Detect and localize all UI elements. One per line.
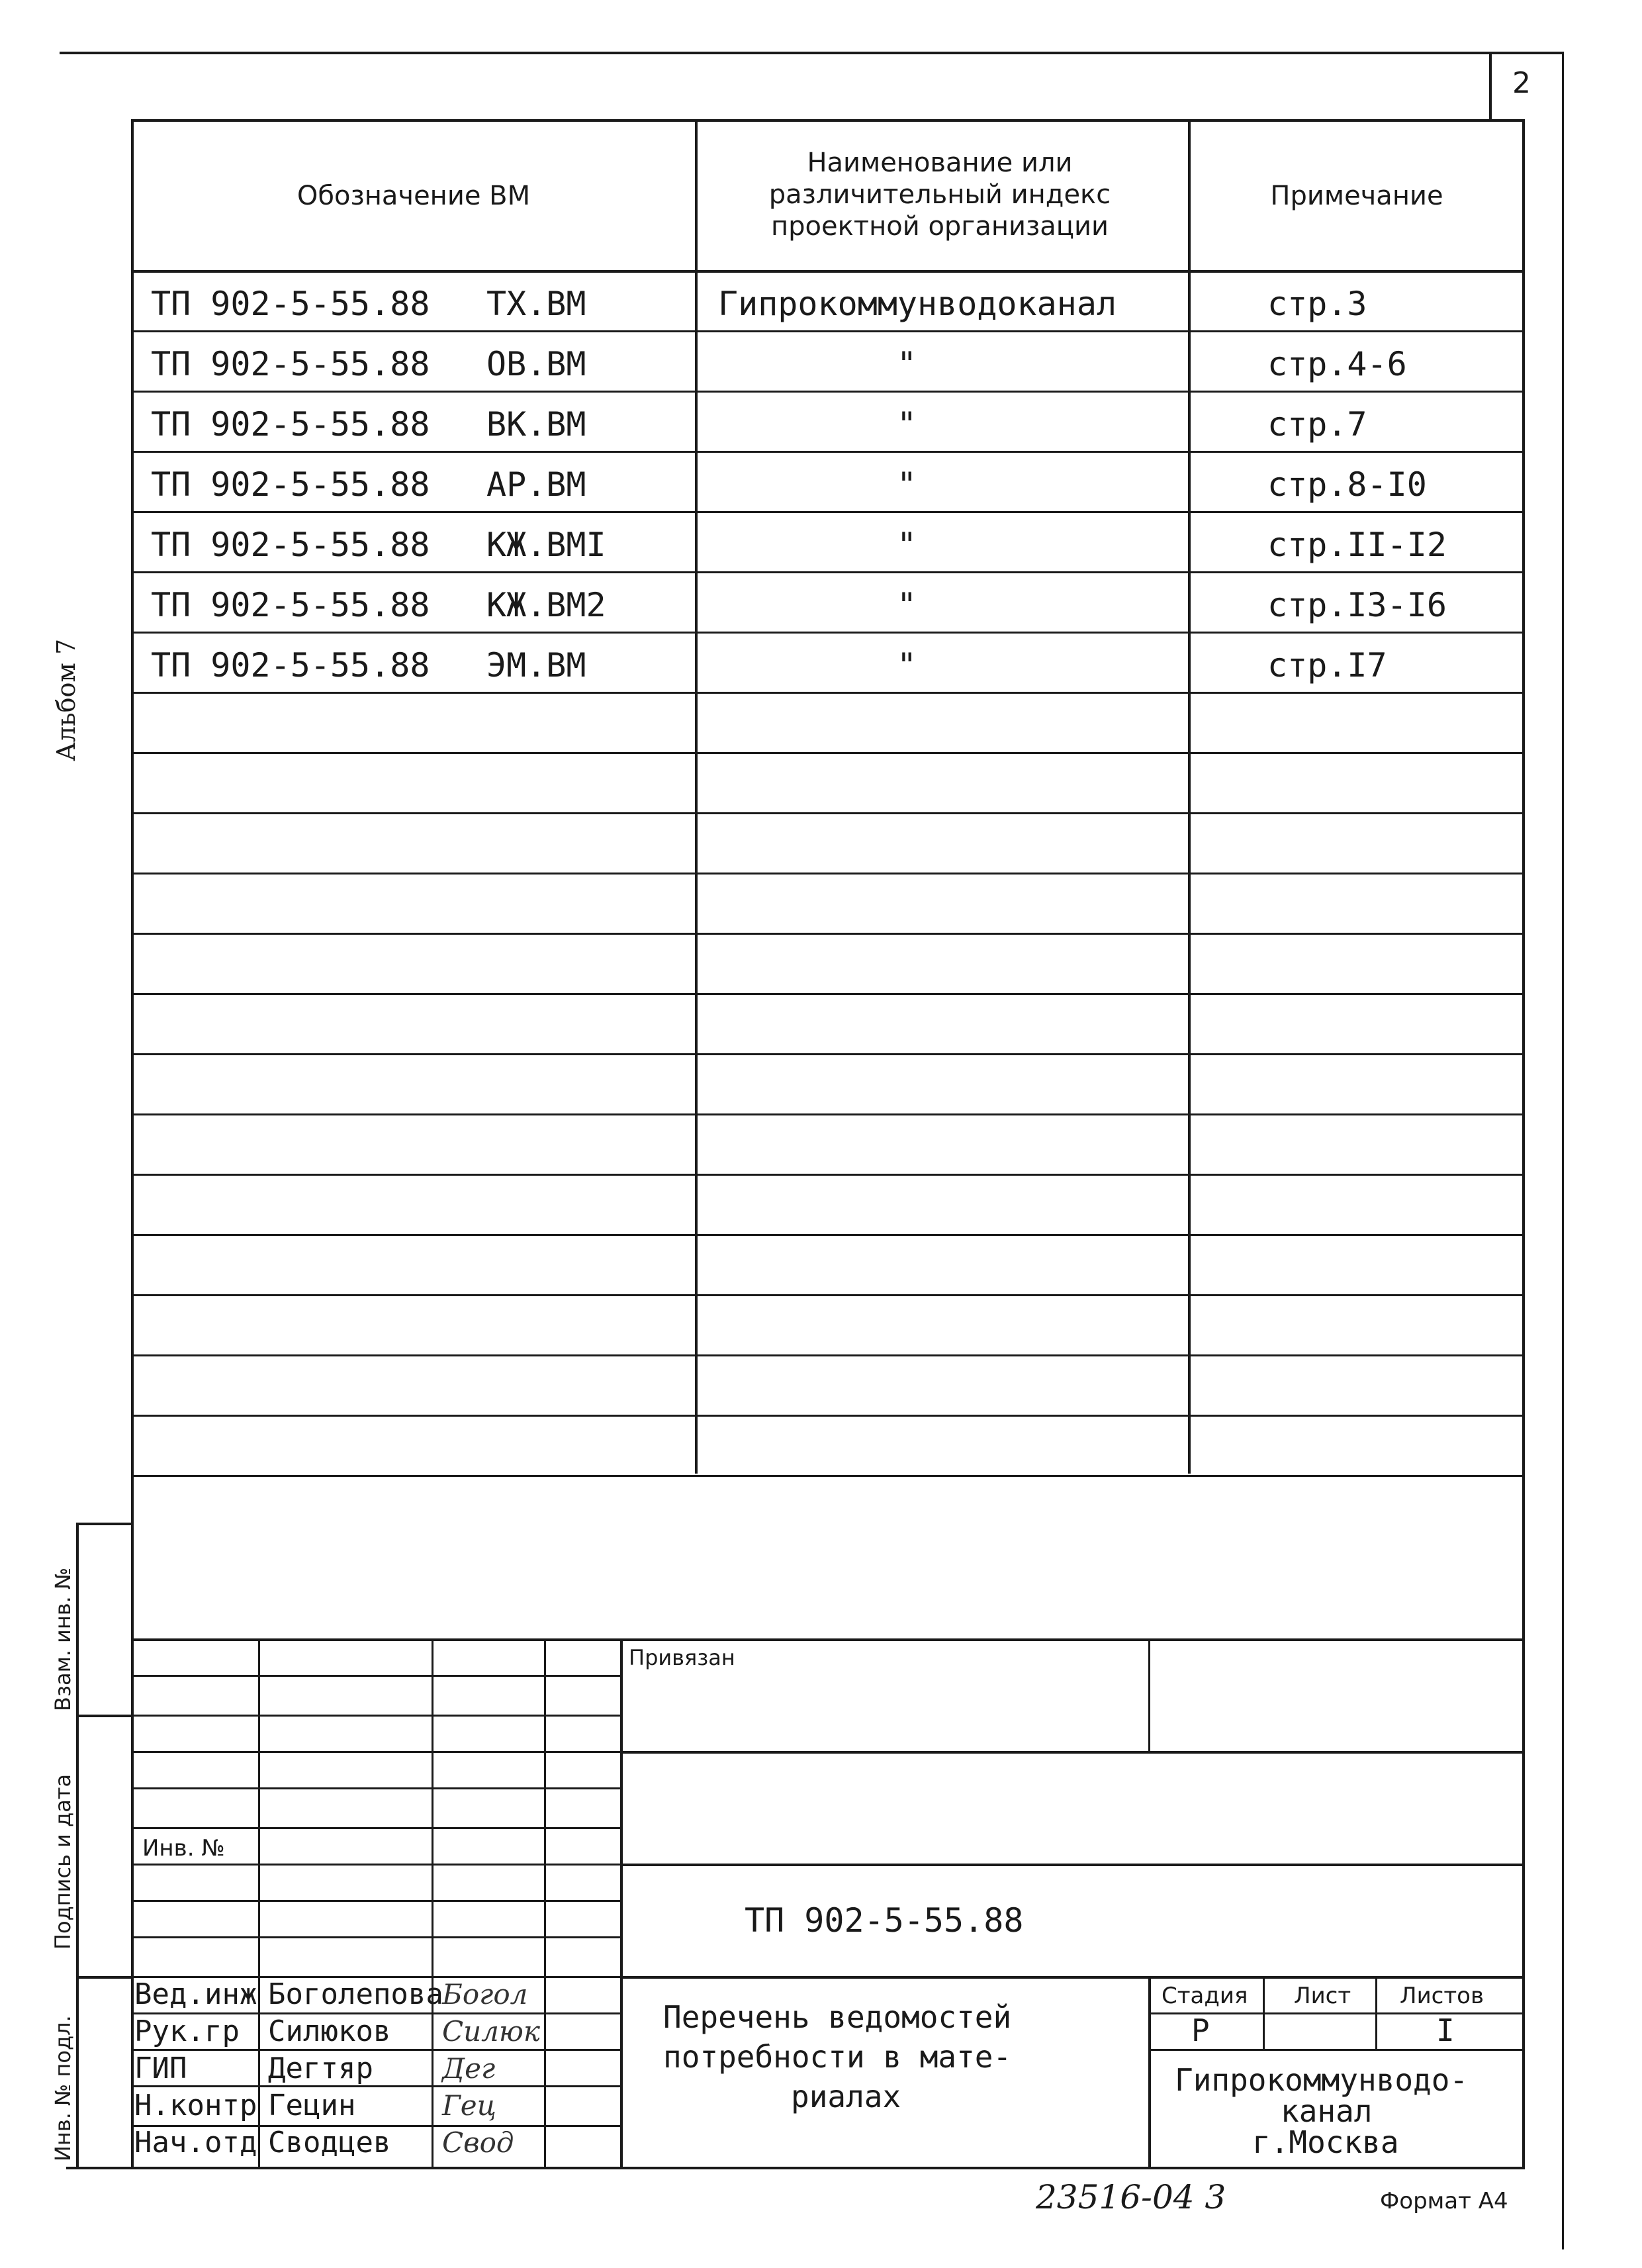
table-row-line — [131, 391, 1525, 393]
table-header-bottom — [131, 270, 1525, 273]
org-line-2: канал — [1281, 2093, 1373, 2129]
header-designation: Обозначение ВМ — [296, 181, 531, 211]
title-block-row-line — [131, 1864, 620, 1866]
tb-stage-v1 — [1263, 1976, 1265, 2049]
title-block-row-line — [131, 1827, 620, 1829]
privyazan-divider — [1148, 1638, 1150, 1751]
table-row-line — [131, 1234, 1525, 1236]
table-row-line — [131, 1174, 1525, 1176]
tb-stage-v2 — [1375, 1976, 1377, 2049]
tb-right-h2 — [620, 1864, 1525, 1866]
title-block-row-line — [131, 1751, 620, 1753]
doc-title-1: Перечень ведомостей — [663, 1999, 1012, 2035]
sheet-label: Лист — [1294, 1983, 1351, 2009]
tb-stage-h2 — [1148, 2049, 1525, 2051]
row-code: ТП 902-5-55.88 — [151, 465, 430, 504]
row-name: " — [897, 586, 917, 624]
tb-v2 — [432, 1638, 433, 2168]
table-row-line — [131, 1475, 1525, 1477]
row-note: стр.II-I2 — [1267, 526, 1447, 564]
row-suffix: КЖ.ВМ2 — [486, 586, 606, 624]
stage-label: Стадия — [1162, 1983, 1248, 2009]
table-row-line — [131, 993, 1525, 995]
table-row-line — [131, 1354, 1525, 1356]
sheet-number: 2 — [1512, 66, 1531, 100]
tb-v1 — [258, 1638, 260, 2168]
org-line-1: Гипрокоммунводо- — [1175, 2062, 1469, 2098]
row-suffix: АР.ВМ — [486, 465, 586, 504]
org-line-3: г.Москва — [1252, 2124, 1399, 2160]
row-suffix: ВК.ВМ — [486, 405, 586, 444]
signature-mark: Гец — [442, 2089, 496, 2122]
table-row-line — [131, 1053, 1525, 1055]
row-code: ТП 902-5-55.88 — [151, 285, 430, 323]
row-note: стр.I3-I6 — [1267, 586, 1447, 624]
row-name: " — [897, 646, 917, 685]
row-name: " — [897, 526, 917, 564]
side-stamp-top — [76, 1523, 132, 1525]
top-rule — [60, 52, 1562, 54]
header-note: Примечание — [1270, 181, 1443, 211]
tb-v4 — [620, 1638, 623, 2168]
row-suffix: ЭМ.ВМ — [486, 646, 586, 685]
frame-left — [131, 119, 134, 2168]
row-code: ТП 902-5-55.88 — [151, 526, 430, 564]
table-row-line — [131, 812, 1525, 814]
sign-name: Гецин — [268, 2089, 356, 2122]
album-label: Альбом 7 — [52, 638, 81, 761]
sign-name: Сводцев — [268, 2126, 391, 2159]
sign-name: Дегтяр — [268, 2052, 373, 2085]
sheet-number-box-left — [1489, 52, 1492, 119]
signature-mark: Силюк — [442, 2015, 540, 2048]
row-code: ТП 902-5-55.88 — [151, 646, 430, 685]
tb-right-h3 — [620, 1976, 1525, 1979]
format-label: Формат А4 — [1380, 2188, 1508, 2214]
row-suffix: ТХ.ВМ — [486, 285, 586, 323]
title-block-row-line — [131, 1675, 620, 1677]
table-row-line — [131, 632, 1525, 634]
frame-right — [1522, 119, 1525, 2168]
table-row-line — [131, 571, 1525, 573]
handwritten-code: 23516-04 3 — [1036, 2178, 1226, 2216]
sign-role: Н.контр — [134, 2089, 257, 2122]
tb-v3 — [544, 1638, 546, 2168]
row-suffix: КЖ.ВМI — [486, 526, 606, 564]
sheets-value: I — [1436, 2012, 1455, 2048]
signature-mark: Дег — [442, 2052, 496, 2085]
doc-title-2: потребности в мате- — [663, 2039, 1012, 2075]
title-block-row-line — [131, 1936, 620, 1938]
signature-mark: Свод — [442, 2126, 514, 2159]
sign-role: ГИП — [134, 2052, 187, 2085]
doc-title-3: риалах — [791, 2079, 901, 2114]
privyazan-label: Привязан — [629, 1645, 735, 1670]
sign-role: Вед.инж — [134, 1977, 257, 2011]
table-row-line — [131, 330, 1525, 332]
sign-name: Силюков — [268, 2014, 391, 2048]
side-stamp-left — [76, 1523, 79, 2168]
side-stamp-div2 — [76, 1976, 132, 1979]
side-label-podpis: Подпись и дата — [50, 1773, 75, 1950]
title-block-row-line — [131, 1715, 620, 1717]
row-code: ТП 902-5-55.88 — [151, 345, 430, 383]
outer-right-rule — [1562, 52, 1564, 2249]
row-note: стр.8-I0 — [1267, 465, 1427, 504]
row-code: ТП 902-5-55.88 — [151, 405, 430, 444]
table-row-line — [131, 933, 1525, 935]
table-row-line — [131, 451, 1525, 453]
table-row-line — [131, 752, 1525, 754]
sheets-label: Листов — [1400, 1983, 1484, 2009]
row-note: стр.I7 — [1267, 646, 1387, 685]
stage-value: Р — [1191, 2012, 1210, 2048]
table-row-line — [131, 1113, 1525, 1115]
row-suffix: ОВ.ВМ — [486, 345, 586, 383]
row-name: " — [897, 465, 917, 504]
row-note: стр.3 — [1267, 285, 1367, 323]
inv-no-label: Инв. № — [142, 1835, 225, 1862]
tb-top — [131, 1638, 1525, 1641]
row-name: Гипрокоммунводоканал — [718, 285, 1117, 323]
row-note: стр.7 — [1267, 405, 1367, 444]
col-divider-2 — [1188, 119, 1191, 1474]
sign-name: Боголепова — [268, 1977, 443, 2011]
sign-role: Рук.гр — [134, 2014, 240, 2048]
side-stamp-div1 — [76, 1715, 132, 1717]
table-row-line — [131, 511, 1525, 513]
tb-right-h1 — [620, 1751, 1525, 1754]
row-note: стр.4-6 — [1267, 345, 1407, 383]
row-code: ТП 902-5-55.88 — [151, 586, 430, 624]
frame-bottom — [66, 2167, 1525, 2169]
row-name: " — [897, 405, 917, 444]
side-label-inv-podl: Инв. № подл. — [50, 2015, 75, 2161]
tb-stage-divider — [1148, 1976, 1151, 2168]
table-row-line — [131, 692, 1525, 694]
title-block-row-line — [131, 1900, 620, 1902]
doc-code: ТП 902-5-55.88 — [745, 1901, 1024, 1940]
side-label-vzam: Взам. инв. № — [50, 1567, 75, 1711]
header-name: Наименование или различительный индекс проектной организации — [768, 148, 1111, 242]
table-row-line — [131, 1415, 1525, 1417]
row-name: " — [897, 345, 917, 383]
signature-mark: Богол — [442, 1978, 528, 2010]
table-row-line — [131, 1294, 1525, 1296]
col-divider-1 — [695, 119, 698, 1474]
sign-role: Нач.отд — [134, 2126, 257, 2159]
title-block-row-line — [131, 1787, 620, 1789]
table-row-line — [131, 873, 1525, 874]
frame-top — [131, 119, 1525, 122]
